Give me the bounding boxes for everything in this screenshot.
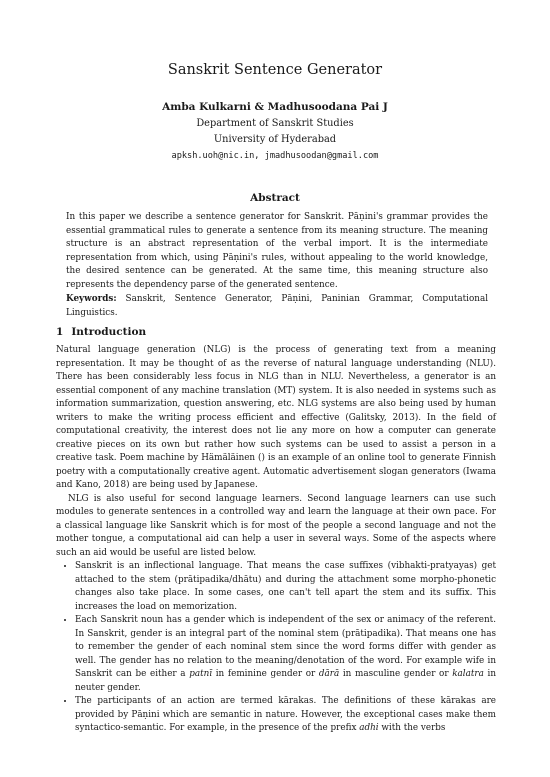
abstract-text: In this paper we describe a sentence generator for Sanskrit. Pāṇini's grammar provides the essential grammatical rules to generate a sentence from its meaning structure. The meaning structure is an abstract representation of the verbal import. It is the intermediate representation from which, using Pāṇini's rules, without appealing to the world knowledge, the desired sentence can be generated. At the same time, this meaning structure also represents the dependency parse of the generated sentence.	[66, 212, 488, 290]
author-names: Amba Kulkarni & Madhusoodana Pai J	[162, 101, 388, 113]
author-emails: apksh.uoh@nic.in, jmadhusoodan@gmail.com	[171, 151, 379, 161]
abstract-heading: Abstract	[250, 192, 300, 204]
bullet-text: with the verbs	[378, 723, 446, 733]
bullet-item-gender	[75, 614, 496, 695]
section-heading	[56, 326, 146, 338]
section-body	[56, 344, 496, 736]
paragraph-1: Natural language generation (NLG) is the process of generating text from a meaning representation. It may be thought of as the reverse of natural language understanding (NLU). There has been considerably less focus in NLG than in NLU. Nevertheless, a generator is an essential component of any machine translation (MT) system. It is also needed in systems such as information summarization, question answering, etc. NLG systems are also being used by human writers to make the writing process efficient and effective (Galitsky, 2013). In the field of computational creativity, the interest does not lie any more on how a computer can generate creative pieces on its own but rather how such systems can be used to assist a person in a creative task. Poem machine by Hämäläinen () is an example of an online tool to generate Finnish poetry with a computationally creative agent. Automatic advertisement slogan generators (Iwama and Kano, 2018) are being used by Japanese.	[56, 345, 496, 490]
bullet-text: in feminine gender or	[212, 669, 319, 679]
italic-term: patnī	[189, 669, 213, 679]
section-title: Introduction	[71, 326, 147, 338]
bullet-text: Each Sanskrit noun has a gender which is independent of the sex or animacy of the referent. In Sanskrit, gender is an integral part of the nominal stem (prātipadika). That means one has to remember the gender of each nominal stem since the word forms differ with gender as well. The gender has no relation to the meaning/denotation of the word. For example wife in Sanskrit can be either a	[75, 615, 496, 679]
keywords-list: Sanskrit, Sentence Generator, Pāṇini, Paninian Grammar, Computational Linguistics.	[66, 294, 489, 318]
italic-term: dārā	[318, 669, 340, 679]
italic-term: adhi	[359, 723, 379, 733]
department: Department of Sanskrit Studies	[196, 118, 354, 129]
bullet-text: The participants of an action are termed kārakas. The definitions of these kārakas are provided by Pāṇini which are semantic in nature. However, the exceptional cases make them syntactico-semantic. For example, in the presence of the prefix	[75, 696, 496, 733]
section-number: 1	[56, 326, 64, 338]
bullet-list	[56, 560, 496, 736]
keywords-label: Keywords:	[66, 294, 117, 304]
bullet-text: in masculine gender or	[339, 669, 453, 679]
bullet-item-karakas	[75, 695, 496, 736]
bullet-item-inflection: • Sanskrit is an inflectional language. That means the case suffixes (vibhakti-pratyayas) get attached to the stem (prātipadika/dhātu) and during the attachment some morpho-phonetic changes also take place. In some cases, one can't tell apart the stem and its suffix. This increases the load on memorization.	[75, 560, 496, 614]
italic-term: kalatra	[452, 669, 484, 679]
bullet-text: in neuter gender.	[75, 669, 496, 693]
keywords	[66, 293, 488, 320]
paper-title: Sanskrit Sentence Generator	[167, 62, 383, 78]
university: University of Hyderabad	[213, 134, 337, 145]
paragraph-2: NLG is also useful for second language learners. Second language learners can use such modules to generate sentences in a controlled way and learn the language at their own pace. For a classical language like Sanskrit which is for most of the people a second language and not the mother tongue, a computational aid can help a user in several ways. Some of the aspects where such an aid would be useful are listed below.	[56, 493, 496, 558]
